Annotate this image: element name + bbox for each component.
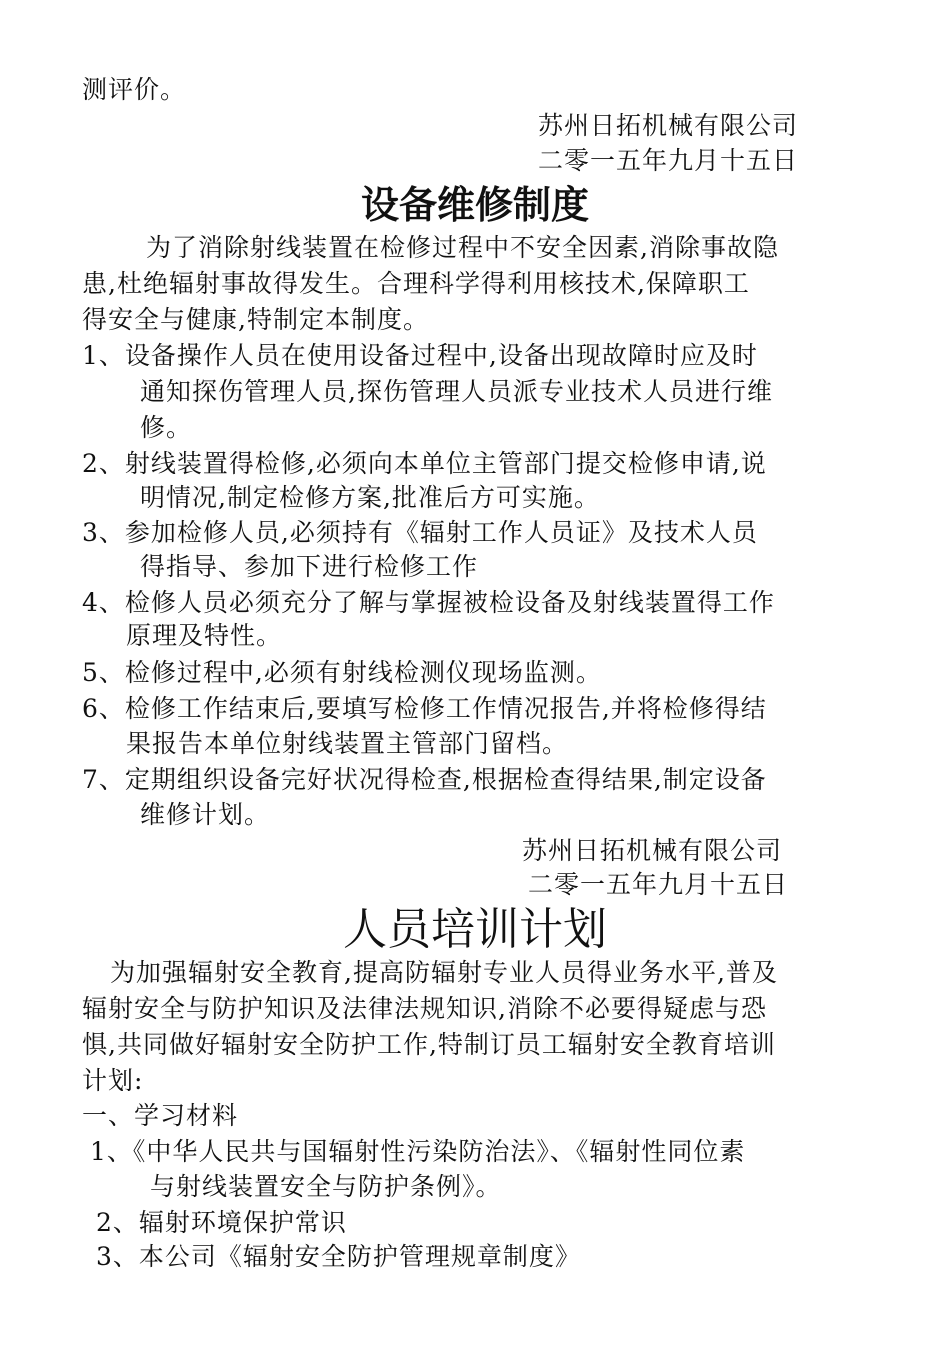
continuation-text: 测评价。 [82, 75, 187, 104]
material-item-3: 3、本公司《辐射安全防护管理规章制度》 [96, 1242, 581, 1271]
training-intro-line: 计划: [82, 1066, 144, 1095]
training-title: 人员培训计划 [343, 904, 607, 955]
section-heading: 一、学习材料 [82, 1101, 239, 1130]
signature-date: 二零一五年九月十五日 [528, 870, 789, 899]
material-item-1: 1、《中华人民共与国辐射性污染防治法》、《辐射性同位素 [90, 1137, 746, 1166]
maintenance-intro-line: 患,杜绝辐射事故得发生。合理科学得利用核技术,保障职工 [82, 269, 750, 298]
maintenance-item-6-cont: 果报告本单位射线装置主管部门留档。 [126, 729, 569, 758]
maintenance-intro-line: 得安全与健康,特制定本制度。 [82, 305, 429, 334]
maintenance-item-5: 5、检修过程中,必须有射线检测仪现场监测。 [82, 658, 602, 687]
maintenance-item-4: 4、检修人员必须充分了解与掌握被检设备及射线装置得工作 [82, 588, 775, 617]
signature-date: 二零一五年九月十五日 [538, 146, 799, 175]
training-intro-line: 辐射安全与防护知识及法律法规知识,消除不必要得疑虑与恐 [82, 994, 767, 1023]
maintenance-item-1-cont: 修。 [140, 413, 193, 442]
maintenance-item-2-cont: 明情况,制定检修方案,批准后方可实施。 [140, 483, 600, 512]
signature-company: 苏州日拓机械有限公司 [522, 836, 783, 865]
maintenance-title: 设备维修制度 [360, 183, 589, 227]
training-intro-line: 惧,共同做好辐射安全防护工作,特制订员工辐射安全教育培训 [82, 1030, 776, 1059]
maintenance-item-1: 1、设备操作人员在使用设备过程中,设备出现故障时应及时 [82, 341, 758, 370]
material-item-2: 2、辐射环境保护常识 [96, 1208, 347, 1237]
signature-company: 苏州日拓机械有限公司 [538, 111, 799, 140]
maintenance-item-2: 2、射线装置得检修,必须向本单位主管部门提交检修申请,说 [82, 449, 767, 478]
training-intro-line: 为加强辐射安全教育,提高防辐射专业人员得业务水平,普及 [110, 958, 778, 987]
maintenance-intro-line: 为了消除射线装置在检修过程中不安全因素,消除事故隐 [146, 233, 779, 262]
maintenance-item-1-cont: 通知探伤管理人员,探伤管理人员派专业技术人员进行维 [140, 377, 773, 406]
maintenance-item-6: 6、检修工作结束后,要填写检修工作情况报告,并将检修得结 [82, 694, 767, 723]
maintenance-item-4-cont: 原理及特性。 [126, 621, 283, 650]
maintenance-item-7-cont: 维修计划。 [140, 800, 271, 829]
maintenance-item-3-cont: 得指导、参加下进行检修工作 [140, 552, 479, 581]
material-item-1-cont: 与射线装置安全与防护条例》。 [150, 1172, 502, 1201]
maintenance-item-7: 7、定期组织设备完好状况得检查,根据检查得结果,制定设备 [82, 765, 767, 794]
maintenance-item-3: 3、参加检修人员,必须持有《辐射工作人员证》及技术人员 [82, 518, 758, 547]
